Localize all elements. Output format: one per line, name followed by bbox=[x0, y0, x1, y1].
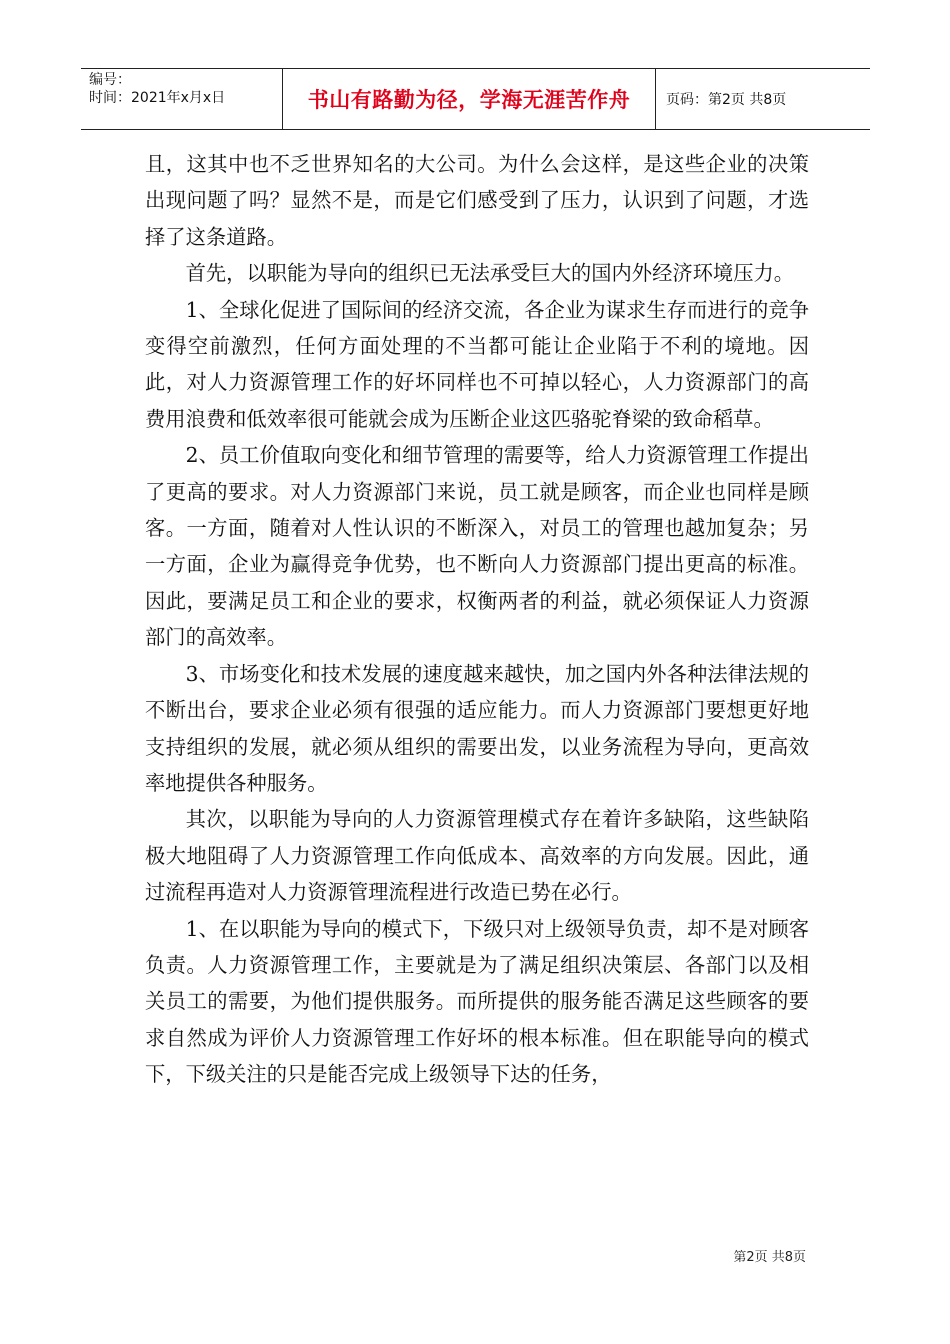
paragraph: 首先，以职能为导向的组织已无法承受巨大的国内外经济环境压力。 bbox=[185, 261, 795, 286]
header-page-code: 页码：第2页 共8页 bbox=[666, 92, 787, 108]
header-info-cell bbox=[81, 69, 283, 129]
header-motto: 书山有路勤为径，学海无涯苦作舟 bbox=[283, 69, 656, 129]
document-number-label: 编号： bbox=[89, 72, 131, 88]
page-header bbox=[81, 68, 870, 130]
page-footer: 第2页 共8页 bbox=[733, 1250, 806, 1265]
paragraph: 1、在以职能为导向的模式下，下级只对上级领导负责，却不是对顾客负责。人力资源管理工作，主要就是为了满足组织决策层、各部门以及相关员工的需要，为他们提供服务。而所提供的服务能否满足这些顾客的要求自然成为评价人力资源管理工作好坏的根本标准。但在职能导向的模式下，下级关注的只是能否完成上级领导下达的任务， bbox=[145, 916, 809, 1087]
paragraph-continuation: 且，这其中也不乏世界知名的大公司。为什么会这样，是这些企业的决策出现问题了吗？显然不是，而是它们感受到了压力，认识到了问题，才选择了这条道路。 bbox=[145, 152, 809, 249]
document-time-label: 时间：2021年x月x日 bbox=[89, 90, 226, 106]
paragraph: 2、员工价值取向变化和细节管理的需要等，给人力资源管理工作提出了更高的要求。对人力资源部门来说，员工就是顾客，而企业也同样是顾客。一方面，随着对人性认识的不断深入，对员工的管理也越加复杂；另一方面，企业为赢得竞争优势，也不断向人力资源部门提出更高的标准。因此，要满足员工和企业的要求，权衡两者的利益，就必须保证人力资源部门的高效率。 bbox=[145, 443, 809, 650]
paragraph: 3、市场变化和技术发展的速度越来越快，加之国内外各种法律法规的不断出台，要求企业必须有很强的适应能力。而人力资源部门要想更好地支持组织的发展，就必须从组织的需要出发，以业务流程为导向，更高效率地提供各种服务。 bbox=[145, 661, 809, 795]
paragraph: 1、全球化促进了国际间的经济交流，各企业为谋求生存而进行的竞争变得空前激烈，任何方面处理的不当都可能让企业陷于不利的境地。因此，对人力资源管理工作的好坏同样也不可掉以轻心，人力资源部门的高费用浪费和低效率很可能就会成为压断企业这匹骆驼脊梁的致命稻草。 bbox=[145, 297, 809, 431]
paragraph: 其次，以职能为导向的人力资源管理模式存在着许多缺陷，这些缺陷极大地阻碍了人力资源管理工作向低成本、高效率的方向发展。因此，通过流程再造对人力资源管理流程进行改造已势在必行。 bbox=[145, 807, 809, 905]
document-body bbox=[145, 146, 809, 1093]
